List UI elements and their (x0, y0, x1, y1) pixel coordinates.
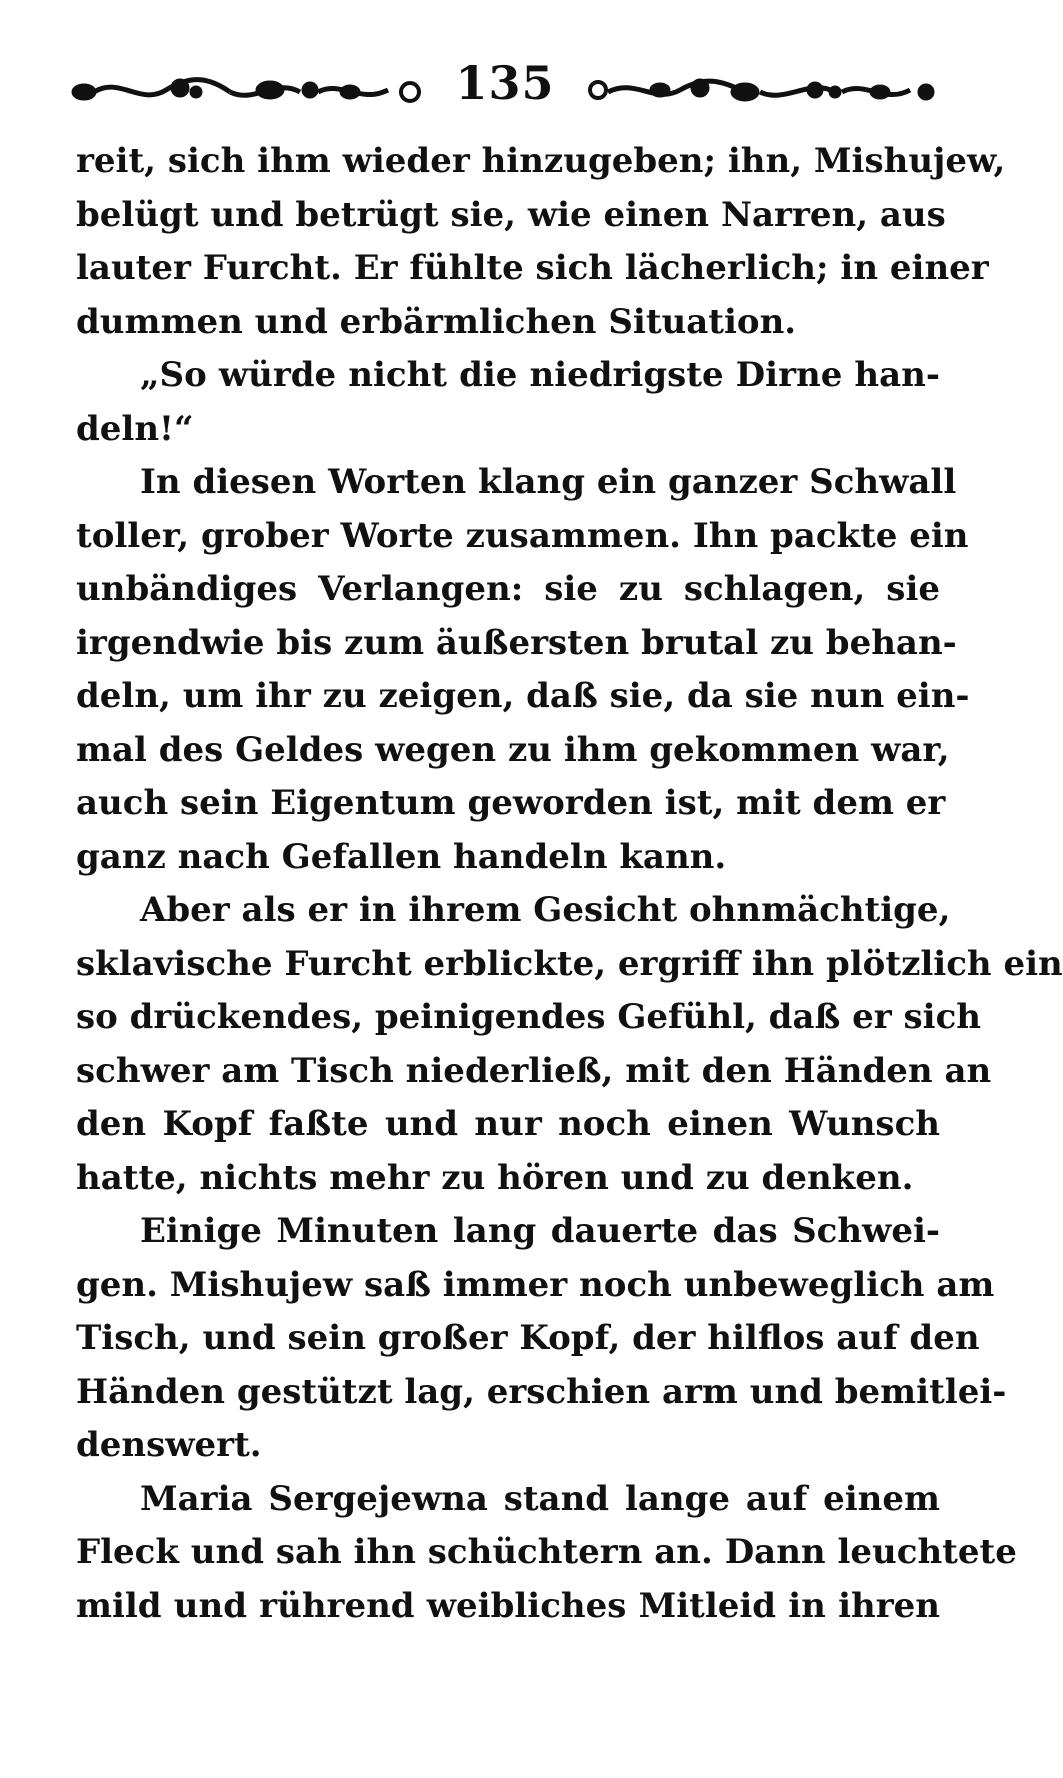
text-line: Tisch, und sein großer Kopf, der hilflos auf den (76, 1318, 980, 1358)
text-line: Maria Sergejewna stand lange auf einem (140, 1478, 940, 1519)
text-line: irgendwie bis zum äußersten brutal zu behan- (76, 622, 957, 663)
paragraph (76, 135, 1006, 349)
text-line: toller, grober Worte zusammen. Ihn packte ein (76, 515, 969, 556)
text-line: Einige Minuten lang dauerte das Schwei- (140, 1211, 940, 1251)
paragraph (76, 349, 940, 456)
text-line: schwer am Tisch niederließ, mit den Händen an (76, 1050, 992, 1091)
ornament-right-icon (580, 70, 940, 110)
text-line: Fleck und sah ihn schüchtern an. Dann leuchtete (76, 1532, 1017, 1572)
text-line: Händen gestützt lag, erschien arm und bemitlei- (76, 1371, 1007, 1412)
text-line: gen. Mishujew saß immer noch unbeweglich am (76, 1264, 995, 1305)
text-line: so drückendes, peinigendes Gefühl, daß er sich (76, 997, 982, 1037)
text-line: dummen und erbärmlichen Situation. (76, 301, 797, 342)
text-line: den Kopf faßte und nur noch einen Wunsch (76, 1104, 940, 1144)
paragraph (76, 884, 1063, 1205)
text-line: sklavische Furcht erblickte, ergriff ihn plötzlich ein (76, 943, 1063, 984)
page-header (70, 48, 940, 118)
text-line: unbändiges Verlangen: sie zu schlagen, sie (76, 569, 940, 609)
text-line: deln, um ihr zu zeigen, daß sie, da sie nun ein- (76, 676, 970, 716)
text-line: belügt und betrügt sie, wie einen Narren, aus (76, 194, 946, 235)
paragraph (76, 1473, 1017, 1634)
text-line: lauter Furcht. Er fühlte sich lächerlich; in einer (76, 248, 989, 288)
ornament-left-icon (70, 70, 430, 110)
body-text (76, 135, 1063, 1633)
text-line: In diesen Worten klang ein ganzer Schwall (140, 462, 957, 502)
text-line: hatte, nichts mehr zu hören und zu denken. (76, 1157, 914, 1198)
page-number: 135 (455, 56, 555, 110)
paragraph (76, 1205, 1007, 1473)
text-line: mal des Geldes wegen zu ihm gekommen war, (76, 729, 950, 770)
text-line: denswert. (76, 1425, 262, 1465)
text-line: auch sein Eigentum geworden ist, mit dem er (76, 783, 946, 823)
text-line: ganz nach Gefallen handeln kann. (76, 836, 727, 877)
text-line: „So würde nicht die niedrigste Dirne han- (140, 355, 940, 395)
text-line: Aber als er in ihrem Gesicht ohnmächtige, (140, 890, 951, 930)
text-line: deln!“ (76, 408, 194, 449)
text-line: mild und rührend weibliches Mitleid in ihren (76, 1585, 940, 1626)
text-line: reit, sich ihm wieder hinzugeben; ihn, Mishujew, (76, 141, 1006, 181)
paragraph (76, 456, 970, 884)
